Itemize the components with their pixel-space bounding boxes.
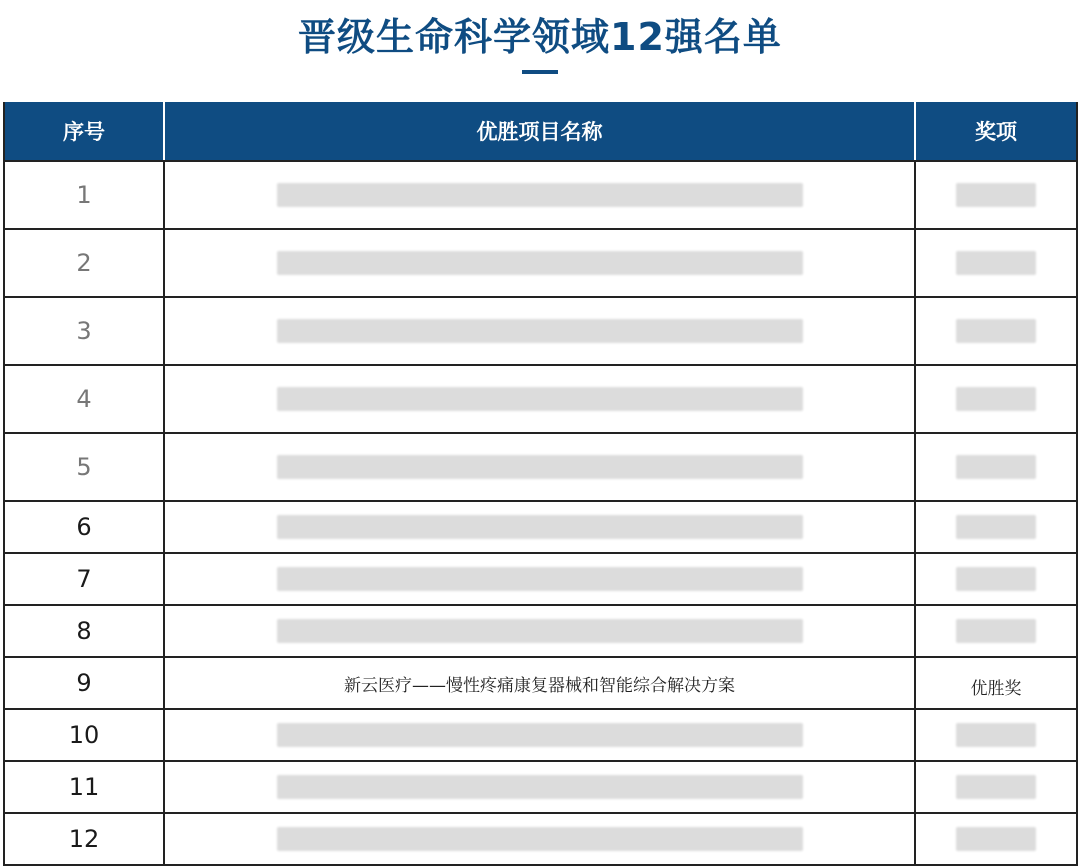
table-row — [5, 228, 1076, 296]
title-underline — [522, 70, 558, 74]
project-name: 新云医疗——慢性疼痛康复器械和智能综合解决方案 — [344, 675, 735, 696]
redacted-award — [956, 387, 1036, 411]
redacted-project-name — [277, 567, 803, 591]
award-name: 优胜奖 — [970, 678, 1022, 699]
redacted-award — [956, 775, 1036, 799]
table-row — [5, 604, 1076, 656]
table-row — [5, 708, 1076, 760]
row-index: 12 — [68, 825, 100, 853]
row-index: 5 — [76, 453, 92, 481]
winners-table — [3, 102, 1078, 866]
row-index: 9 — [76, 669, 92, 697]
redacted-award — [956, 455, 1036, 479]
redacted-project-name — [277, 723, 803, 747]
header-index: 序号 — [5, 102, 165, 160]
redacted-award — [956, 723, 1036, 747]
row-index: 6 — [76, 513, 92, 541]
table-row — [5, 432, 1076, 500]
row-index: 1 — [76, 181, 92, 209]
row-index: 7 — [76, 565, 92, 593]
table-row — [5, 760, 1076, 812]
redacted-project-name — [277, 515, 803, 539]
redacted-project-name — [277, 827, 803, 851]
table-header-row — [5, 102, 1076, 160]
redacted-award — [956, 515, 1036, 539]
row-index: 4 — [76, 385, 92, 413]
redacted-award — [956, 251, 1036, 275]
table-row — [5, 296, 1076, 364]
header-project: 优胜项目名称 — [165, 102, 916, 160]
redacted-project-name — [277, 387, 803, 411]
redacted-project-name — [277, 183, 803, 207]
redacted-project-name — [277, 251, 803, 275]
header-award: 奖项 — [975, 120, 1017, 144]
row-index: 11 — [68, 773, 100, 801]
page-title: 晋级生命科学领域12强名单 — [298, 15, 782, 59]
row-index: 10 — [68, 721, 100, 749]
redacted-award — [956, 827, 1036, 851]
table-row — [5, 160, 1076, 228]
table-row — [5, 552, 1076, 604]
table-row — [5, 500, 1076, 552]
table-row — [5, 812, 1076, 864]
row-index: 3 — [76, 317, 92, 345]
redacted-project-name — [277, 319, 803, 343]
redacted-award — [956, 567, 1036, 591]
table-row — [5, 364, 1076, 432]
row-index: 2 — [76, 249, 92, 277]
redacted-project-name — [277, 775, 803, 799]
redacted-award — [956, 619, 1036, 643]
redacted-project-name — [277, 619, 803, 643]
row-index: 8 — [76, 617, 92, 645]
redacted-award — [956, 183, 1036, 207]
redacted-award — [956, 319, 1036, 343]
table-row — [5, 656, 1076, 708]
redacted-project-name — [277, 455, 803, 479]
